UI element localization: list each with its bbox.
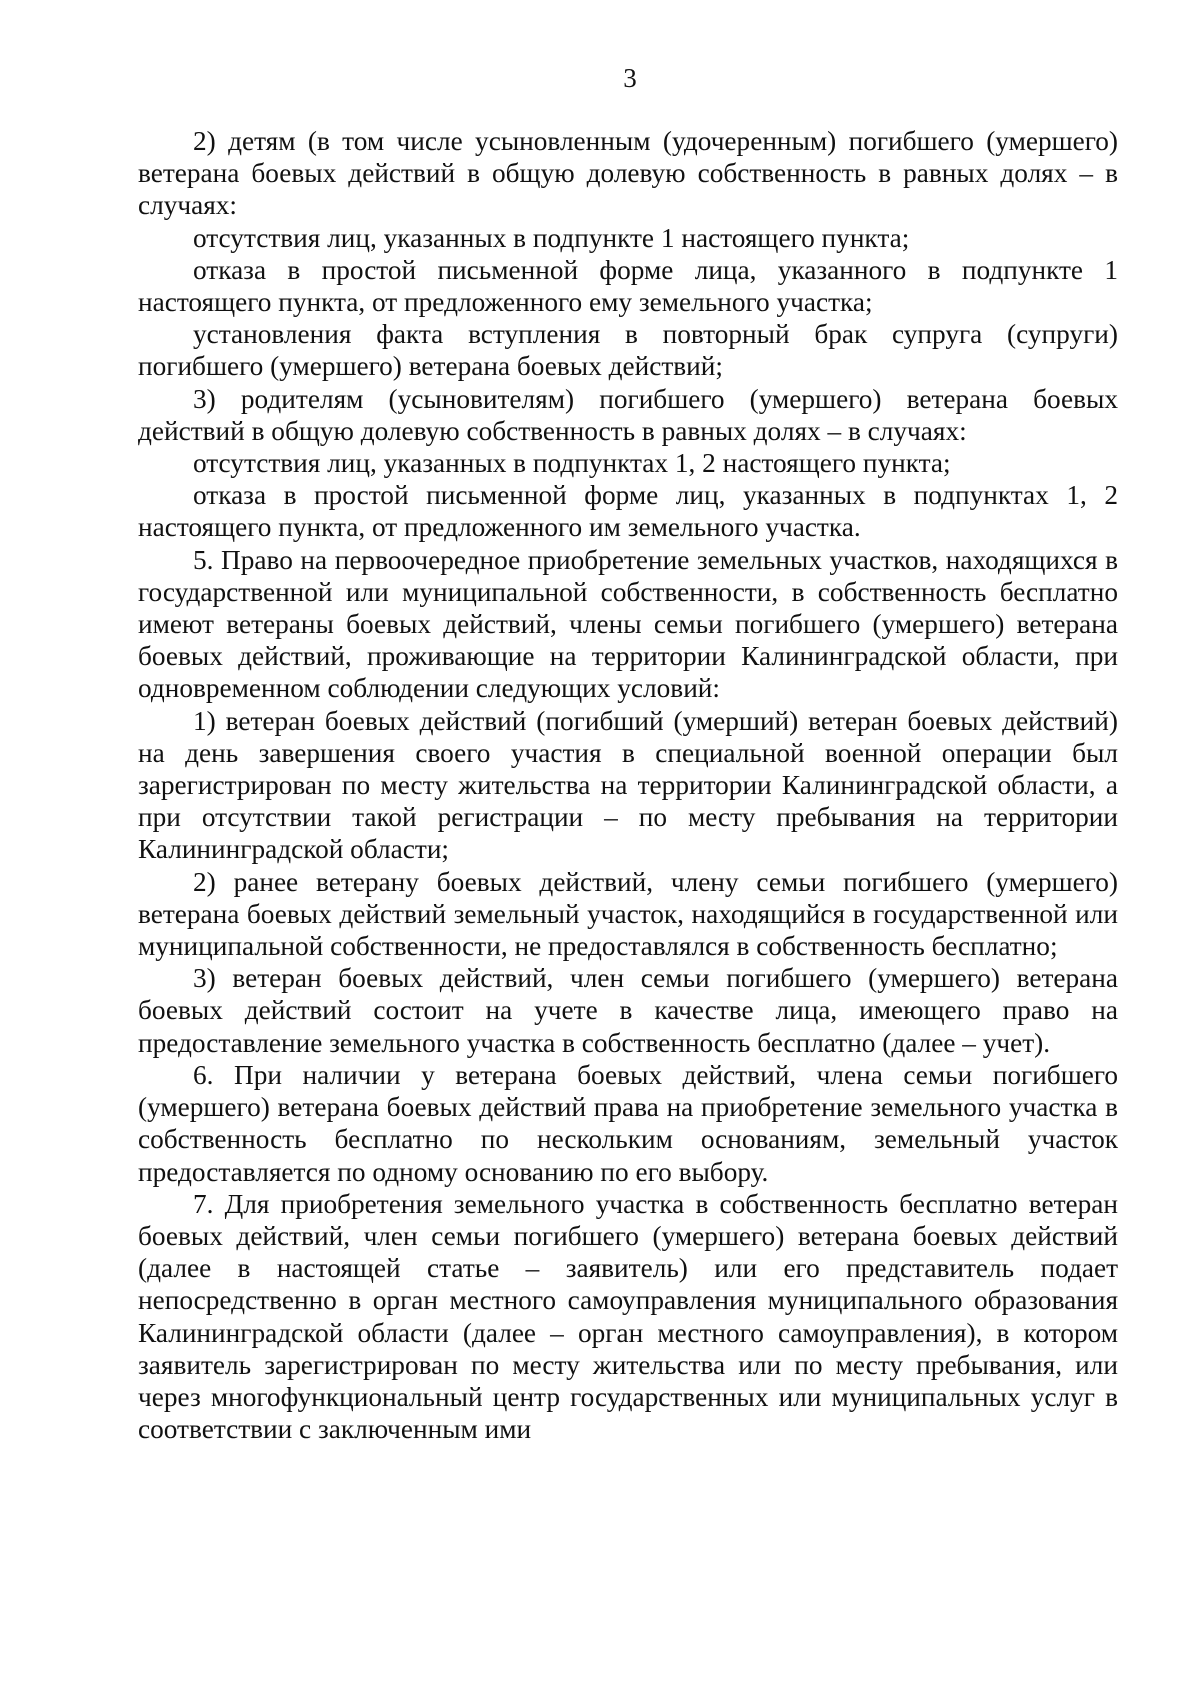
paragraph-item-7: 7. Для приобретения земельного участка в собственность бесплатно ветеран боевых действий, член семьи погибшего (умершего) ветерана боевых действий (далее в настоящей статье – заявитель) или его представитель подает непосредственно в орган местного самоуправления муниципального образования Калининградской области (далее – орган местного самоуправления), в котором заявитель зарегистрирован по месту жительства или по месту пребывания, или через многофункциональный центр государственных или муниципальных услуг в соответствии с заключенным ими: [138, 1188, 1118, 1445]
paragraph-case-remarriage: установления факта вступления в повторный брак супруга (супруги) погибшего (умершего) ветерана боевых действий;: [138, 319, 1118, 382]
paragraph-subitem-3: 3) родителям (усыновителям) погибшего (умершего) ветерана боевых действий в общую долевую собственность в равных долях – в случаях:: [138, 383, 1118, 446]
paragraph-condition-1: 1) ветеран боевых действий (погибший (умерший) ветеран боевых действий) на день завершения своего участия в специальной военной операции был зарегистрирован по месту жительства на территории Калининградской области, а при отсутствии такой регистрации – по месту пребывания на территории Калининградской области;: [138, 705, 1118, 865]
paragraph-case-refusal: отказа в простой письменной форме лица, указанного в подпункте 1 настоящего пункта, от предложенного ему земельного участка;: [138, 254, 1118, 318]
paragraph-item-5: 5. Право на первоочередное приобретение земельных участков, находящихся в государственной или муниципальной собственности, в собственность бесплатно имеют ветераны боевых действий, члены семьи погибшего (умершего) ветерана боевых действий, проживающие на территории Калининградской области, при одновременном соблюдении следующих условий:: [138, 544, 1118, 704]
paragraph-subitem-2: 2) детям (в том числе усыновленным (удочеренным) погибшего (умершего) ветерана боевых действий в общую долевую собственность в равных долях – в случаях:: [138, 126, 1118, 221]
paragraph-case-absence-1-2: отсутствия лиц, указанных в подпунктах 1, 2 настоящего пункта;: [193, 448, 951, 479]
document-body: [138, 125, 1118, 1445]
page-number: 3: [623, 63, 637, 93]
paragraph-item-6: 6. При наличии у ветерана боевых действий, члена семьи погибшего (умершего) ветерана боевых действий права на приобретение земельного участка в собственность бесплатно по нескольким основаниям, земельный участок предоставляется по одному основанию по его выбору.: [138, 1059, 1118, 1187]
paragraph-case-refusal-1-2: отказа в простой письменной форме лиц, указанных в подпунктах 1, 2 настоящего пункта, от предложенного им земельного участка.: [138, 480, 1118, 543]
paragraph-case-absence: отсутствия лиц, указанных в подпункте 1 настоящего пункта;: [193, 222, 910, 253]
paragraph-condition-2: 2) ранее ветерану боевых действий, члену семьи погибшего (умершего) ветерана боевых действий земельный участок, находящийся в государственной или муниципальной собственности, не предоставлялся в собственность бесплатно;: [138, 866, 1118, 962]
paragraph-condition-3: 3) ветеран боевых действий, член семьи погибшего (умершего) ветерана боевых действий состоит на учете в качестве лица, имеющего право на предоставление земельного участка в собственность бесплатно (далее – учет).: [138, 963, 1118, 1058]
